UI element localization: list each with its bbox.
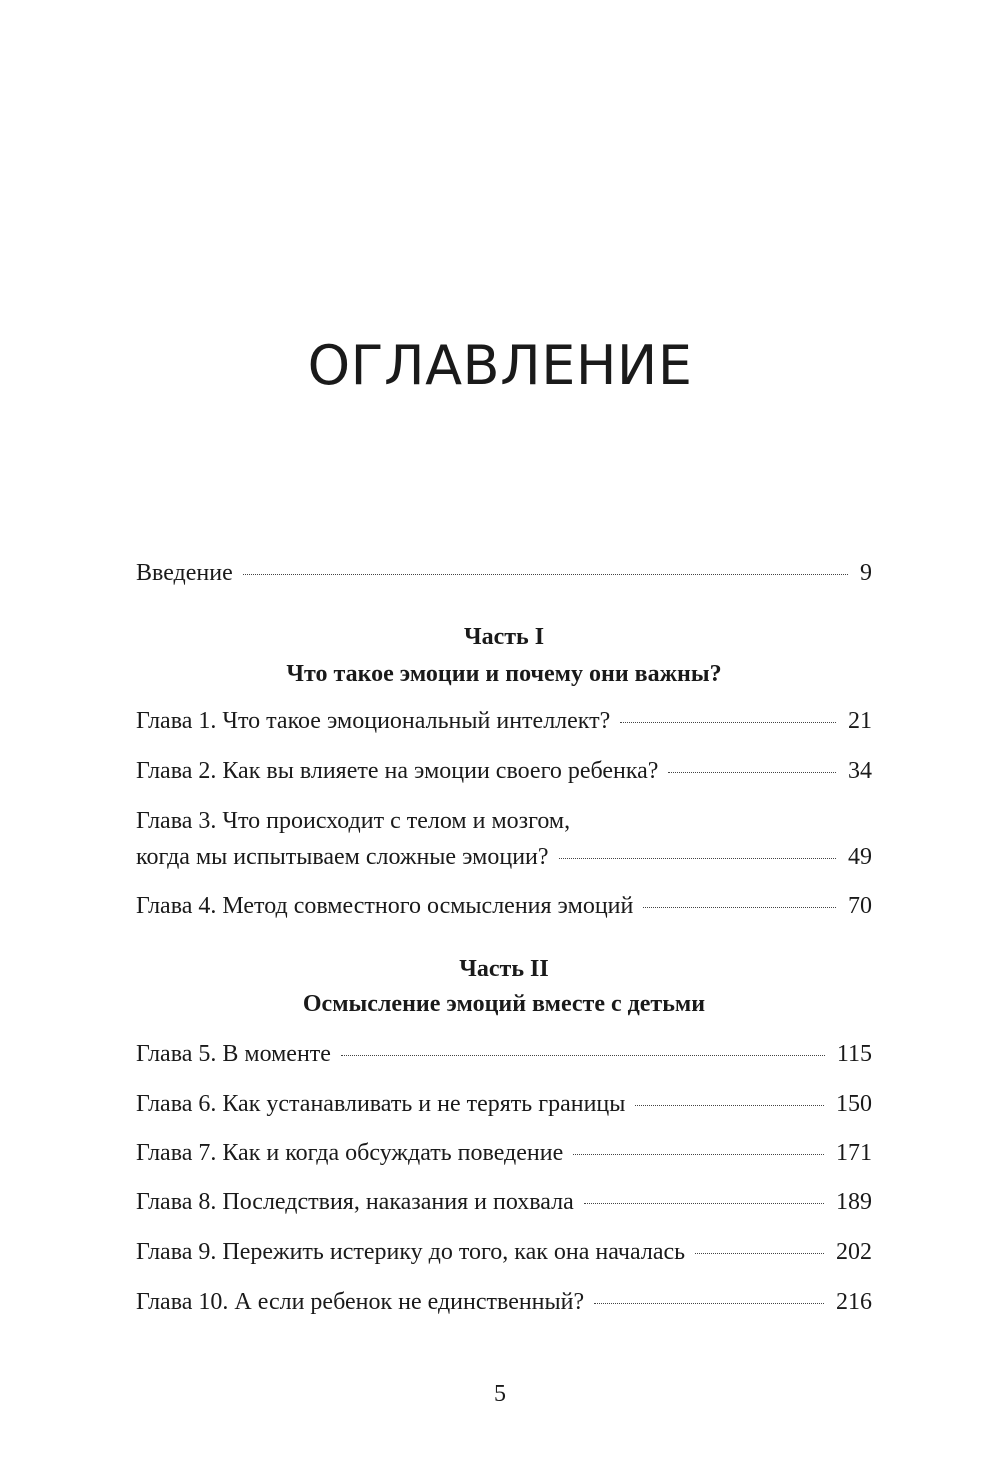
toc-entry-page: 9 xyxy=(860,560,872,586)
toc-entry-label: Глава 5. В моменте xyxy=(136,1041,331,1067)
toc-entry-intro[interactable] xyxy=(136,555,872,591)
toc-entry-chapter-3[interactable] xyxy=(136,803,872,875)
toc-entry-page: 150 xyxy=(836,1091,872,1117)
toc-entry-line2 xyxy=(136,839,872,875)
toc-entry-label: Введение xyxy=(136,560,233,586)
part-subtitle: Осмысление эмоций вместе с детьми xyxy=(302,991,706,1017)
toc-entry-label-line1: Глава 3. Что происходит с телом и мозгом, xyxy=(136,808,571,834)
toc-entry-page: 70 xyxy=(848,893,872,919)
toc-entry-chapter-6[interactable] xyxy=(136,1086,872,1122)
toc-entry-page: 171 xyxy=(836,1140,872,1166)
dot-leader xyxy=(594,1303,824,1304)
page-title: ОГЛАВЛЕНИЕ xyxy=(307,334,693,397)
page-number: 5 xyxy=(494,1381,506,1407)
toc-entry-label: Глава 6. Как устанавливать и не терять границы xyxy=(136,1091,626,1117)
dot-leader xyxy=(643,907,836,908)
dot-leader xyxy=(584,1203,824,1204)
toc-entry-page: 189 xyxy=(836,1189,872,1215)
dot-leader xyxy=(341,1055,825,1056)
toc-entry-chapter-2[interactable] xyxy=(136,753,872,789)
toc-entry-label: Глава 4. Метод совместного осмысления эмоций xyxy=(136,893,634,919)
toc-entry-chapter-7[interactable] xyxy=(136,1135,872,1171)
toc-entry-chapter-8[interactable] xyxy=(136,1184,872,1220)
toc-entry-chapter-10[interactable] xyxy=(136,1284,872,1320)
toc-entry-page: 34 xyxy=(848,758,872,784)
toc-entry-page: 49 xyxy=(848,844,872,870)
toc-entry-page: 115 xyxy=(836,1041,872,1067)
part-heading: Часть I xyxy=(463,624,545,650)
toc-entry-label: Глава 7. Как и когда обсуждать поведение xyxy=(136,1140,564,1166)
toc-entry-label: Глава 8. Последствия, наказания и похвала xyxy=(136,1189,574,1215)
dot-leader xyxy=(573,1154,824,1155)
toc-entry-label: Глава 9. Пережить истерику до того, как она началась xyxy=(136,1239,686,1265)
toc-entry-label-line2: когда мы испытываем сложные эмоции? xyxy=(136,844,549,870)
toc-entry-label: Глава 1. Что такое эмоциональный интеллект? xyxy=(136,708,611,734)
dot-leader xyxy=(620,722,836,723)
toc-entry-page: 202 xyxy=(836,1239,872,1265)
toc-entry-page: 21 xyxy=(848,708,872,734)
toc-entry-chapter-5[interactable] xyxy=(136,1036,872,1072)
dot-leader xyxy=(243,574,848,575)
dot-leader xyxy=(695,1253,824,1254)
toc-entry-chapter-9[interactable] xyxy=(136,1234,872,1270)
part-subtitle: Что такое эмоции и почему они важны? xyxy=(286,661,722,687)
toc-entry-chapter-1[interactable] xyxy=(136,703,872,739)
toc-entry-label: Глава 2. Как вы влияете на эмоции своего ребенка? xyxy=(136,758,659,784)
toc-entry-chapter-4[interactable] xyxy=(136,888,872,924)
part-heading: Часть II xyxy=(459,956,549,982)
toc-entry-label: Глава 10. А если ребенок не единственный? xyxy=(136,1289,585,1315)
toc-entry-page: 216 xyxy=(836,1289,872,1315)
dot-leader xyxy=(668,772,836,773)
dot-leader xyxy=(559,858,836,859)
dot-leader xyxy=(635,1105,824,1106)
